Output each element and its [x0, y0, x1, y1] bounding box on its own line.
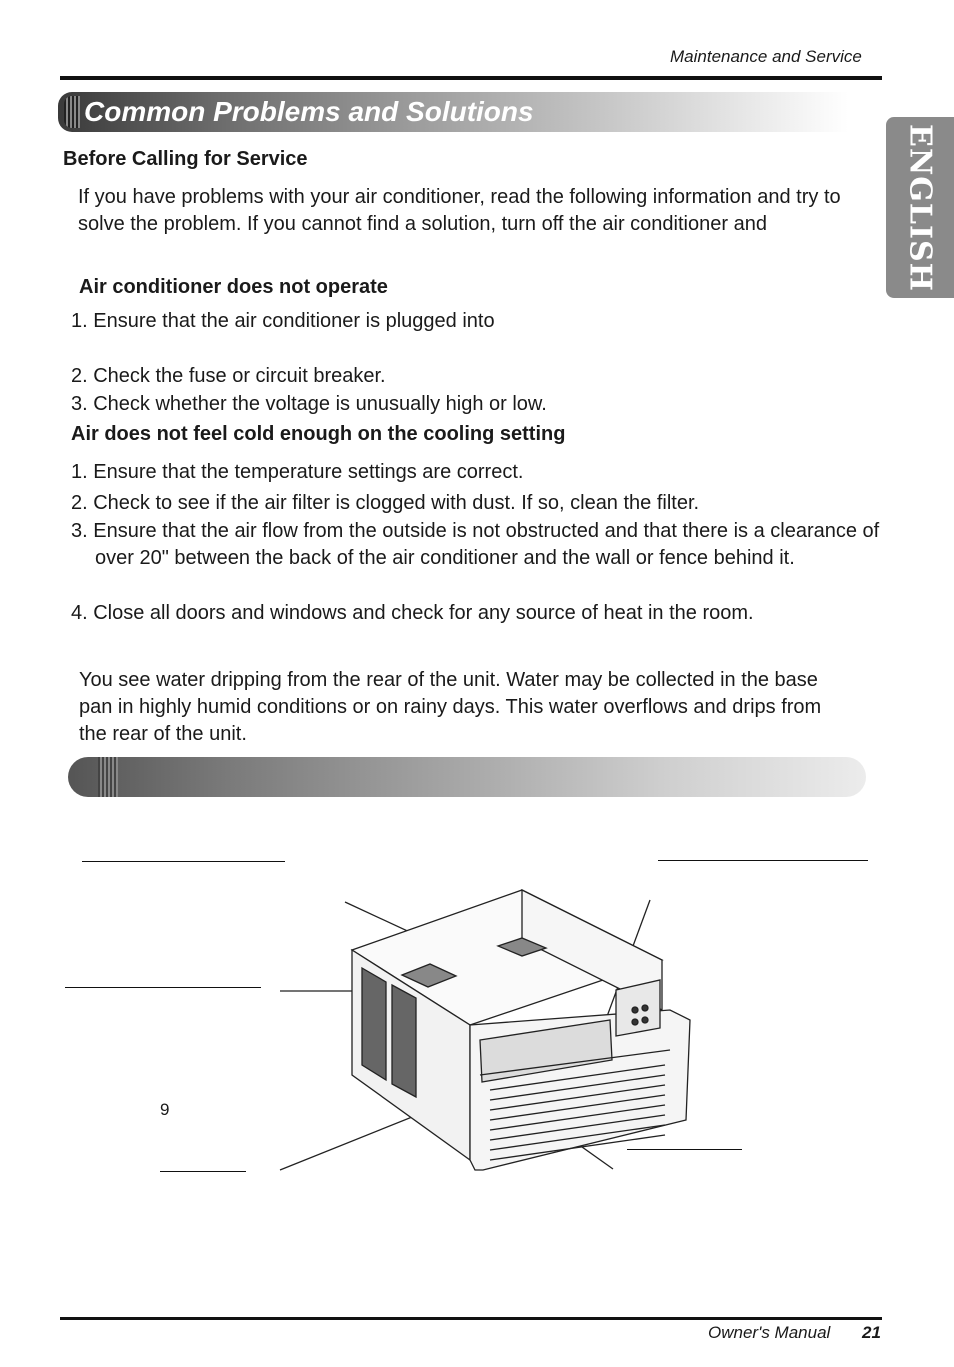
footer-rule: [60, 1317, 882, 1320]
callout-label-line: [160, 1171, 246, 1172]
not-cold-item-1: 1. Ensure that the temperature settings are correct.: [71, 461, 524, 483]
footer-manual-label: Owner's Manual: [708, 1323, 831, 1342]
air-conditioner-illustration: [270, 880, 700, 1180]
figure-number-label: 9: [160, 1100, 170, 1119]
not-operate-item-1: 1. Ensure that the air conditioner is plugged into: [71, 310, 495, 332]
not-operate-heading: Air conditioner does not operate: [79, 276, 388, 298]
callout-label-line: [658, 860, 868, 861]
not-cold-heading: Air does not feel cold enough on the cooling setting: [71, 423, 566, 445]
not-cold-item-4: 4. Close all doors and windows and check for any source of heat in the room.: [71, 602, 754, 624]
language-tab-label: ENGLISH: [902, 123, 938, 292]
not-cold-item-2: 2. Check to see if the air filter is clogged with dust. If so, clean the filter.: [71, 492, 700, 514]
callout-label-line: [65, 987, 261, 988]
section-banner: [68, 757, 866, 797]
header-rule: [60, 76, 882, 80]
callout-label-line: [82, 861, 285, 862]
before-calling-intro: If you have problems with your air conditioner, read the following information and try to solve the problem. If you cannot find a solution, turn off the air conditioner and: [78, 186, 841, 235]
not-operate-item-2: 2. Check the fuse or circuit breaker.: [71, 365, 386, 387]
not-operate-item-3: 3. Check whether the voltage is unusually high or low.: [71, 393, 547, 415]
before-calling-heading: Before Calling for Service: [63, 148, 308, 170]
page-number: 21: [862, 1323, 881, 1342]
not-cold-item-3: 3. Ensure that the air flow from the outside is not obstructed and that there is a clearance of over 20" between the back of the air conditioner and the wall or fence behind it.: [71, 520, 880, 569]
language-tab: [886, 117, 954, 298]
page-title: Common Problems and Solutions: [84, 96, 534, 127]
water-dripping-text: You see water dripping from the rear of the unit. Water may be collected in the base pan in highly humid conditions or on rainy days. This water overflows and drips from the rear of the unit.: [79, 669, 822, 745]
header-section-title: Maintenance and Service: [670, 47, 862, 66]
